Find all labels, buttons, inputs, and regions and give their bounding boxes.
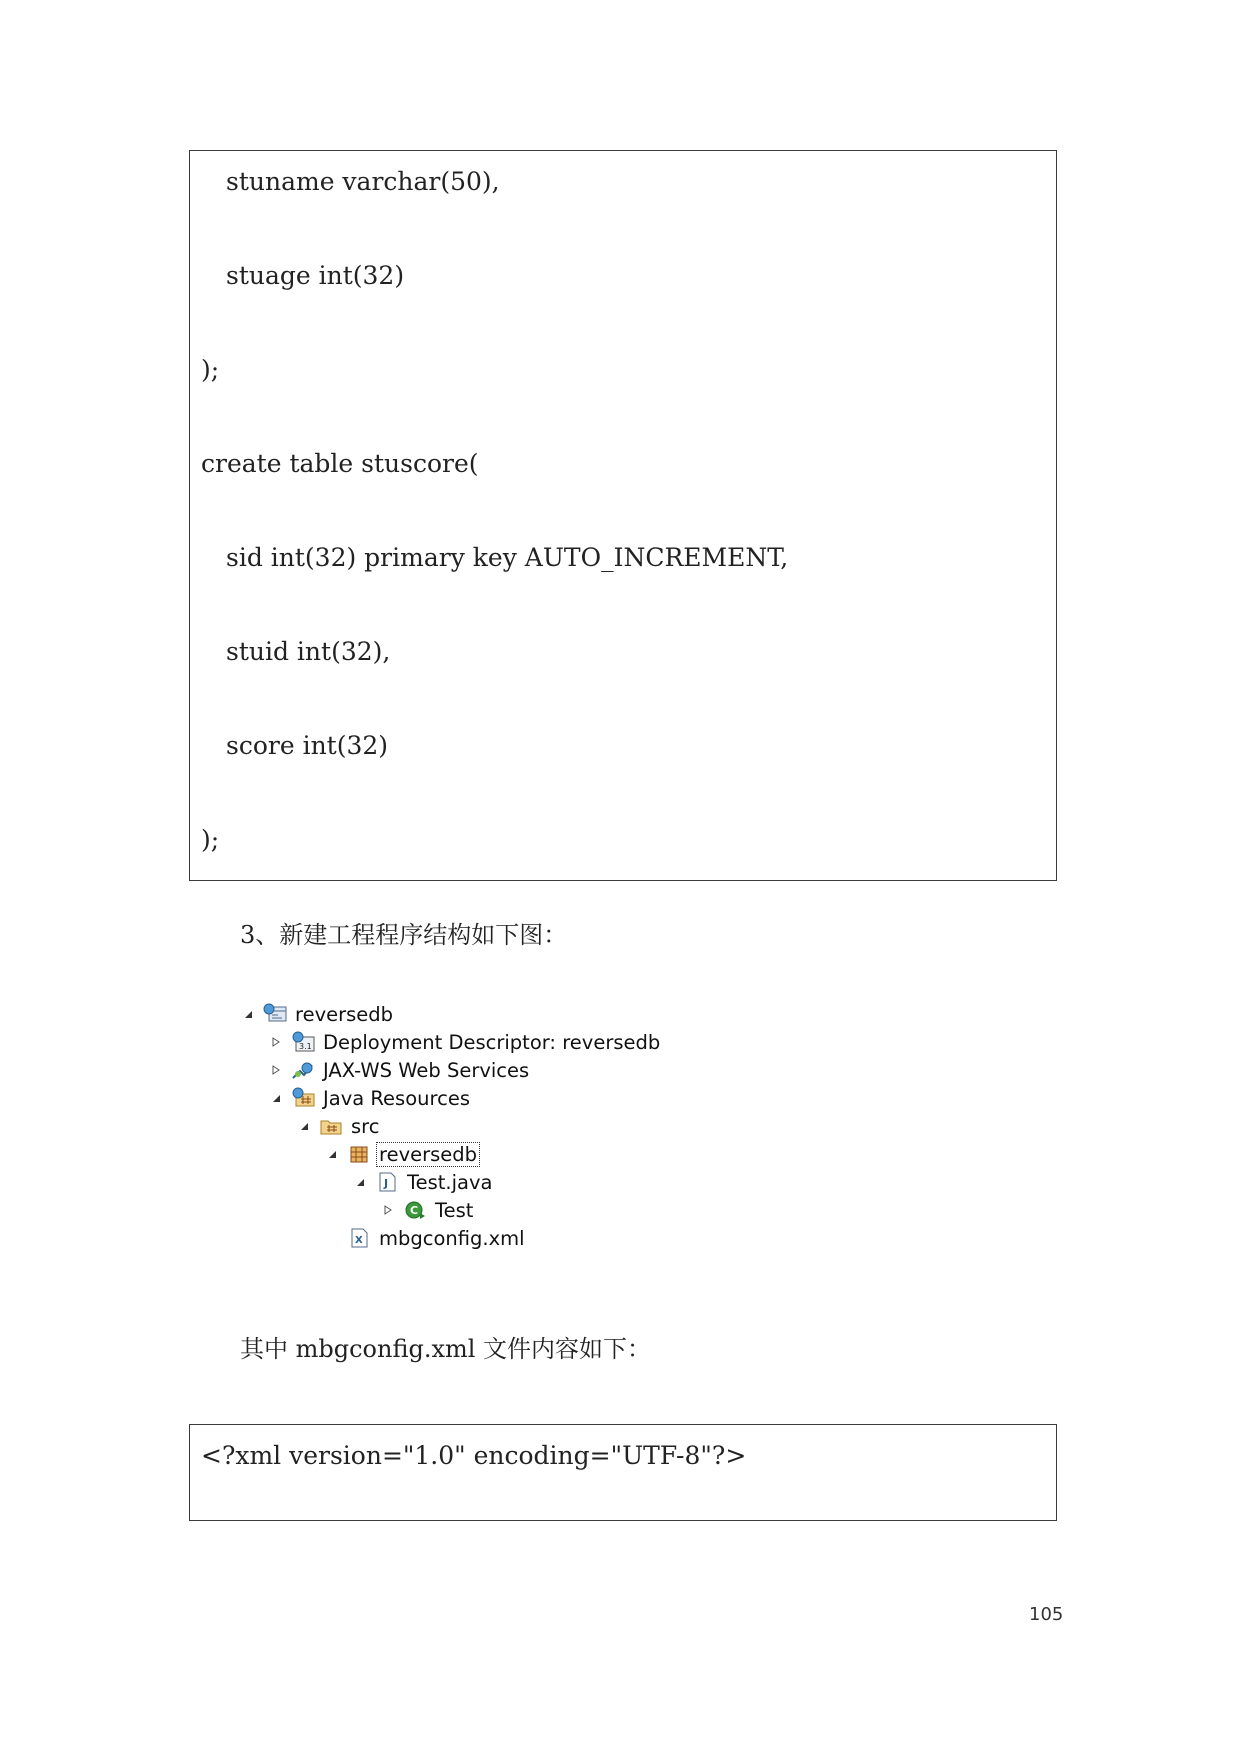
tree-item-label: Test: [435, 1198, 474, 1222]
deployment-descriptor-icon: [290, 1031, 316, 1053]
tree-item-src[interactable]: [294, 1112, 381, 1140]
tree-item-deployment-descriptor[interactable]: [266, 1028, 662, 1056]
package-icon: [346, 1143, 372, 1165]
svg-text:X: X: [355, 1235, 363, 1246]
code-line: score int(32): [226, 731, 389, 760]
expanded-arrow-icon[interactable]: [322, 1144, 342, 1164]
tree-item-reversedb-package[interactable]: [322, 1140, 479, 1168]
step-caption: 3、新建工程程序结构如下图：: [240, 921, 568, 949]
expanded-arrow-icon[interactable]: [266, 1088, 286, 1108]
web-project-icon: [262, 1003, 288, 1025]
expanded-arrow-icon[interactable]: [350, 1172, 370, 1192]
tree-item-label: reversedb: [379, 1142, 478, 1166]
tree-item-label: reversedb: [295, 1002, 394, 1026]
tree-item-label: Java Resources: [323, 1086, 470, 1110]
code-line: sid int(32) primary key AUTO_INCREMENT,: [226, 543, 789, 572]
code-line: stuid int(32),: [226, 637, 391, 666]
tree-item-jaxws-web-services[interactable]: [266, 1056, 531, 1084]
web-services-icon: [290, 1059, 316, 1081]
collapsed-arrow-icon[interactable]: [378, 1200, 398, 1220]
tree-item-test-class[interactable]: [378, 1196, 475, 1224]
svg-text:C: C: [410, 1204, 419, 1217]
tree-item-label: mbgconfig.xml: [379, 1226, 525, 1250]
tree-item-label: JAX-WS Web Services: [323, 1058, 530, 1082]
tree-item-mbgconfig-xml[interactable]: [322, 1224, 527, 1252]
code-line: create table stuscore(: [201, 449, 479, 478]
config-caption: 其中 mbgconfig.xml 文件内容如下：: [240, 1335, 652, 1363]
xml-file-icon: [346, 1227, 372, 1249]
svg-text:3.1: 3.1: [299, 1042, 312, 1051]
class-icon: [402, 1199, 428, 1221]
tree-item-label: Test.java: [407, 1170, 493, 1194]
tree-item-label: Deployment Descriptor: reversedb: [323, 1030, 661, 1054]
code-block-sql: [189, 150, 1057, 881]
java-resources-icon: [290, 1087, 316, 1109]
code-line: stuname varchar(50),: [226, 167, 500, 196]
expanded-arrow-icon[interactable]: [294, 1116, 314, 1136]
java-file-icon: [374, 1171, 400, 1193]
code-line: <?xml version="1.0" encoding="UTF-8"?>: [201, 1441, 747, 1470]
collapsed-arrow-icon[interactable]: [266, 1032, 286, 1052]
code-line: stuage int(32): [226, 261, 405, 290]
project-explorer-tree: [238, 1000, 758, 1300]
collapsed-arrow-icon[interactable]: [266, 1060, 286, 1080]
tree-item-java-resources[interactable]: [266, 1084, 472, 1112]
tree-item-test-java[interactable]: [350, 1168, 494, 1196]
svg-text:J: J: [384, 1177, 389, 1190]
source-folder-icon: [318, 1115, 344, 1137]
code-block-xml: [189, 1424, 1057, 1521]
code-line: );: [201, 825, 220, 854]
code-line: );: [201, 355, 220, 384]
expanded-arrow-icon[interactable]: [238, 1004, 258, 1024]
page-number: 105: [1029, 1604, 1064, 1625]
tree-item-reversedb-project[interactable]: [238, 1000, 395, 1028]
tree-item-label: src: [351, 1114, 380, 1138]
